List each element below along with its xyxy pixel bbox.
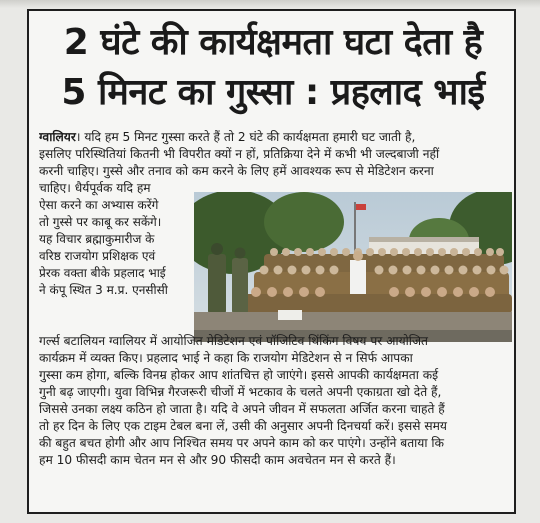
- group-photo-illustration: [194, 192, 512, 342]
- article-line: हम 10 फीसदी काम चेतन मन से और 90 फीसदी काम अवचेतन मन से करते हैं।: [39, 453, 396, 467]
- news-clipping: [27, 9, 516, 514]
- article-line: जिससे उनका लक्ष्य कठिन हो जाता है। यदि वे अपने जीवन में सफलता अर्जित करना चाहते हैं: [39, 402, 445, 416]
- article-intro: [39, 129, 511, 197]
- article-line: वरिष्ठ राजयोग प्रशिक्षक एवं: [39, 249, 156, 263]
- dateline: ग्वालियर: [39, 130, 76, 144]
- article-line: इसलिए परिस्थितियां कितनी भी विपरीत क्यों न हों, प्रतिक्रिया देने में कभी भी जल्दबाजी नहीं: [39, 147, 440, 161]
- page-edge: [0, 0, 540, 8]
- article-line: ने कंपू स्थित 3 म.प्र. एनसीसी: [39, 283, 168, 297]
- article-line: गर्ल्स बटालियन ग्वालियर में आयोजित मेडिटेशन एवं पॉजिटिव थिंकिंग विषय पर आयोजित: [39, 334, 428, 348]
- headline-line-2: 5 मिनट का गुस्सा : प्रहलाद भाई: [61, 72, 485, 113]
- article-line: की बहुत बचत होगी और आप निश्चित समय पर अपने काम को कर पाएंगे। उन्होंने बताया कि: [39, 436, 444, 450]
- article-line: चाहिए। धैर्यपूर्वक यदि हम: [39, 181, 151, 195]
- article-line: कार्यक्रम में व्यक्त किए। प्रहलाद भाई ने कहा कि राजयोग मेडिटेशन से न सिर्फ आपका: [39, 351, 413, 365]
- article-line: तो हर दिन के लिए एक टाइम टेबल बना लें, उसी की अनुसार अपनी दिनचर्या करें। इससे समय: [39, 419, 447, 433]
- article-line: ऐसा करने का अभ्यास करेंगे: [39, 198, 159, 212]
- article-line: ग्वालियर। यदि हम 5 मिनट गुस्सा करते हैं तो 2 घंटे की कार्यक्षमता हमारी घट जाती है,: [39, 130, 416, 144]
- article-line: गुस्सा कम होगा, बल्कि विनम्र होकर आप शांतचित्त हो जाएंगे। इससे आपकी कार्यक्षमता कई: [39, 368, 439, 382]
- headline-line-1: 2 घंटे की कार्यक्षमता घटा देता है: [63, 22, 483, 63]
- article-continuation: [39, 333, 511, 469]
- article-line: तो गुस्से पर काबू कर सकेंगे।: [39, 215, 162, 229]
- article-line: करनी चाहिए। गुस्से और तनाव को कम करने के लिए हमें आवश्यक रूप से मेडिटेशन करना: [39, 164, 434, 178]
- article-side-column: [39, 197, 191, 299]
- article-line: प्रेरक वक्ता बीके प्रहलाद भाई: [39, 266, 166, 280]
- article-line: यह विचार ब्रह्माकुमारीज के: [39, 232, 155, 246]
- group-photo: [194, 192, 512, 342]
- article-line: गुनी बढ़ जाएगी। युवा विभिन्न गैरजरूरी चीजों में भटकाव के चलते अपनी एकाग्रता खो देते हैं,: [39, 385, 442, 399]
